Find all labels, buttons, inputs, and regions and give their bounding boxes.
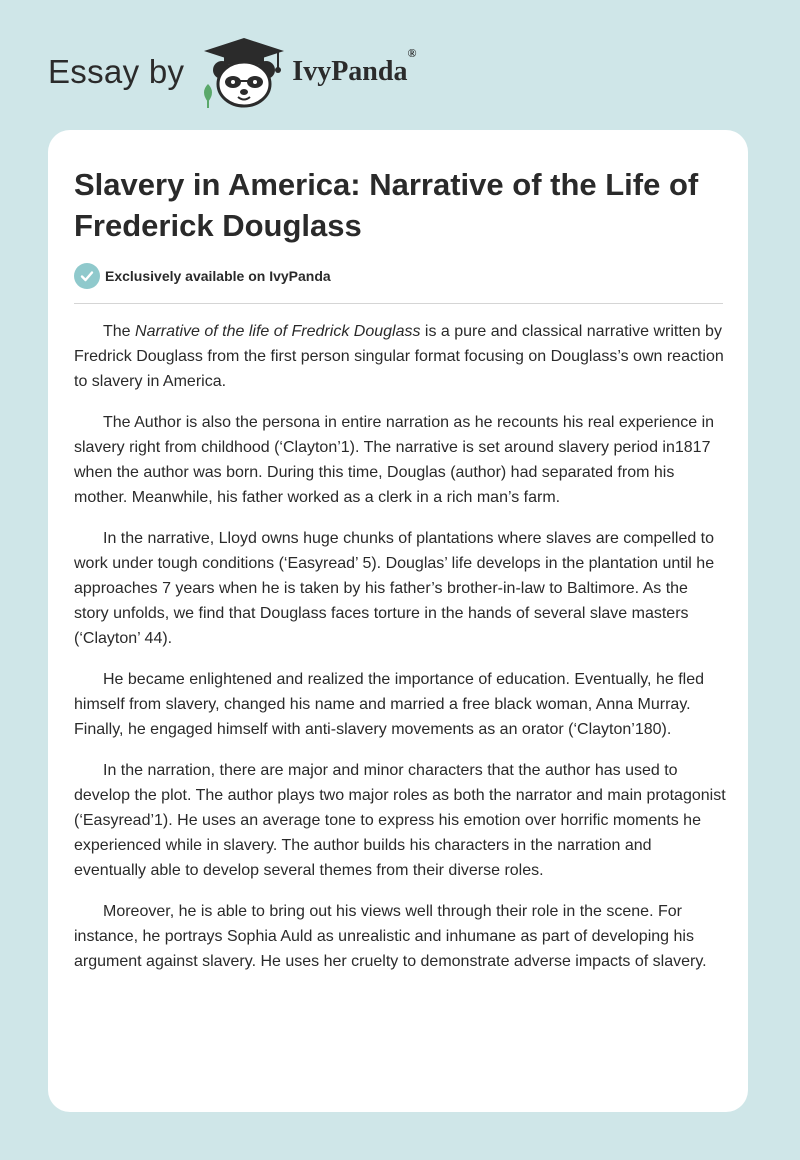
p1-rest: is a pure and classical narrative written by Fredrick Douglass from the first person singular format focusing on Douglass’s own reaction to slavery in America. — [74, 323, 724, 390]
registered-mark: ® — [407, 46, 417, 60]
essay-paragraph-6: Moreover, he is able to bring out his views well through their role in the scene. For instance, he portrays Sophia Auld as unrealistic and inhumane as part of developing his argument against slavery. He uses her cruelty to demonstrate adverse impacts of slavery. — [74, 903, 707, 970]
divider — [74, 303, 723, 304]
essay-card — [48, 130, 748, 1112]
book-title-italic: Narrative of the life of Fredrick Douglass — [135, 323, 421, 340]
essay-body — [74, 319, 726, 990]
check-circle-icon — [74, 263, 100, 289]
site-header-brand[interactable] — [48, 34, 416, 110]
brand-name-text: IvyPanda — [292, 56, 408, 87]
page-title: Slavery in America: Narrative of the Life of Frederick Douglass — [74, 167, 699, 243]
brand-name — [292, 46, 417, 88]
essay-paragraph-3: In the narrative, Lloyd owns huge chunks of plantations where slaves are compelled to work under tough conditions (‘Easyread’ 5). Douglas’ life develops in the plantation until he approaches 7 years when he is taken by his father’s brother-in-law to Baltimore. As the story unfolds, we find that Douglass faces torture in the hands of several slave masters (‘Clayton’ 44). — [74, 530, 715, 647]
exclusive-badge — [74, 263, 331, 289]
p1-lead: The — [103, 323, 136, 340]
essay-paragraph-2: The Author is also the persona in entire narration as he recounts his real experience in slavery right from childhood (‘Clayton’1). The narrative is set around slavery period in1817 when the author was born. During this time, Douglas (author) had separated from his mother. Meanwhile, his father worked as a clerk in a rich man’s farm. — [74, 414, 715, 506]
exclusive-label: Exclusively available on IvyPanda — [105, 268, 331, 284]
brand-prefix: Essay by — [48, 53, 185, 90]
panda-graduate-icon — [198, 34, 290, 110]
essay-paragraph-5: In the narration, there are major and minor characters that the author has used to develop the plot. The author plays two major roles as both the narrator and main protagonist (‘Easyread’1). He uses an average tone to express his emotion over horrific moments he experienced while in slavery. The author builds his characters in the narration and eventually able to develop several themes from their diverse roles. — [74, 762, 726, 879]
essay-paragraph-4: He became enlightened and realized the importance of education. Eventually, he fled himself from slavery, changed his name and married a free black woman, Anna Murray. Finally, he engaged himself with anti-slavery movements as an orator (‘Clayton’180). — [74, 671, 704, 738]
essay-paragraph-1 — [74, 319, 726, 394]
